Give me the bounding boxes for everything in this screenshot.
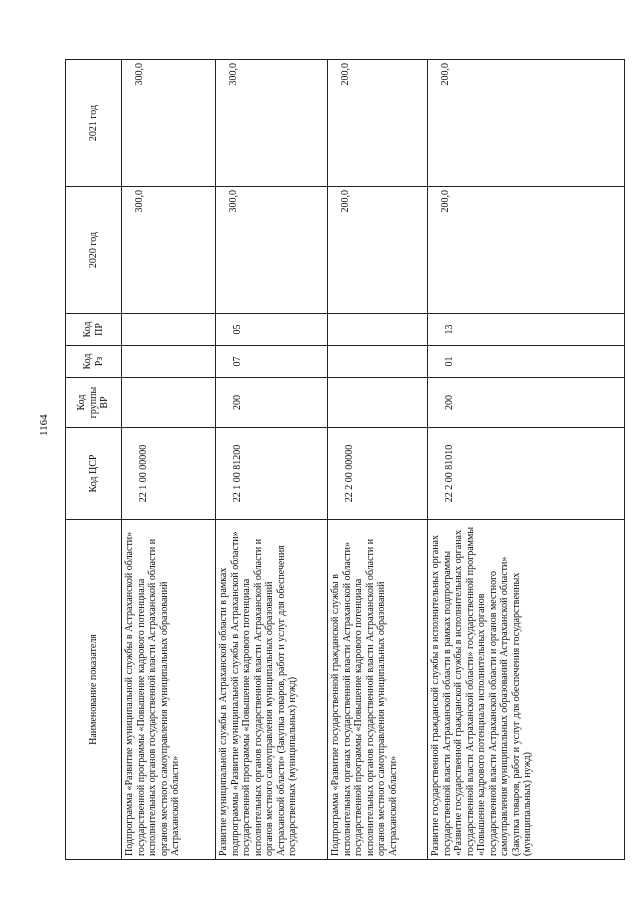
- header-2021: 2021 год: [66, 60, 122, 187]
- row-2020: 300,0: [122, 187, 216, 314]
- row-vr: [122, 378, 216, 428]
- row-name: Развитие государственной гражданской службы в исполнительных органах государственной власти Астраханской области в рамках подпрограммы «Развитие государственной гражданской службы в исполнительных органах государственной власти Астраханской области» государственной программы «Повышение кадрового потенциала исполнительных органов государственной власти Астраханской области и органов местного самоуправления муниципальных образований Астраханской области» (Закупка товаров, работ и услуг для обеспечения государственных (муниципальных) нужд): [428, 520, 625, 860]
- row-2020: 200,0: [428, 187, 625, 314]
- table-row: [428, 60, 625, 860]
- row-pr: [122, 314, 216, 346]
- row-2020: 200,0: [328, 187, 428, 314]
- row-rz: [328, 346, 428, 378]
- header-rz: Код Рз: [66, 346, 122, 378]
- header-vr: Код группы ВР: [66, 378, 122, 428]
- row-rz: [122, 346, 216, 378]
- budget-table: [65, 59, 625, 860]
- row-vr: [328, 378, 428, 428]
- row-csr: 22 1 00 00000: [122, 428, 216, 520]
- row-pr: 05: [216, 314, 328, 346]
- row-pr: [328, 314, 428, 346]
- header-csr: Код ЦСР: [66, 428, 122, 520]
- header-2020: 2020 год: [66, 187, 122, 314]
- row-vr: 200: [216, 378, 328, 428]
- table-row: [328, 60, 428, 860]
- header-pr: Код ПР: [66, 314, 122, 346]
- table-header-row: [66, 60, 122, 860]
- row-csr: 22 1 00 81200: [216, 428, 328, 520]
- page-number: 1164: [38, 414, 50, 436]
- row-name: Развитие муниципальной службы в Астраханской области в рамках подпрограммы «Развитие муниципальной службы в Астраханской области» государственной программы «Повышение кадрового потенциала исполнительных органов государственной власти Астраханской области и органов местного самоуправления муниципальных образований Астраханской области» (Закупка товаров, работ и услуг для обеспечения государственных (муниципальных) нужд): [216, 520, 328, 860]
- row-2020: 300,0: [216, 187, 328, 314]
- rotated-table-wrapper: [65, 60, 625, 860]
- row-csr: 22 2 00 00000: [328, 428, 428, 520]
- table-row: [122, 60, 216, 860]
- header-name: Наименование показателя: [66, 520, 122, 860]
- row-rz: 01: [428, 346, 625, 378]
- table-row: [216, 60, 328, 860]
- row-2021: 200,0: [428, 60, 625, 187]
- row-2021: 300,0: [216, 60, 328, 187]
- row-name: Подпрограмма «Развитие государственной гражданской службы в исполнительных органах государственной власти Астраханской области» государственной программы «Повышение кадрового потенциала исполнительных органов государственной власти Астраханской области и органов местного самоуправления муниципальных образований Астраханской области»: [328, 520, 428, 860]
- row-vr: 200: [428, 378, 625, 428]
- row-2021: 200,0: [328, 60, 428, 187]
- row-name: Подпрограмма «Развитие муниципальной службы в Астраханской области» государственной программы «Повышение кадрового потенциала исполнительных органов государственной власти Астраханской области и органов местного самоуправления муниципальных образований Астраханской области»: [122, 520, 216, 860]
- row-csr: 22 2 00 81010: [428, 428, 625, 520]
- row-2021: 300,0: [122, 60, 216, 187]
- row-rz: 07: [216, 346, 328, 378]
- row-pr: 13: [428, 314, 625, 346]
